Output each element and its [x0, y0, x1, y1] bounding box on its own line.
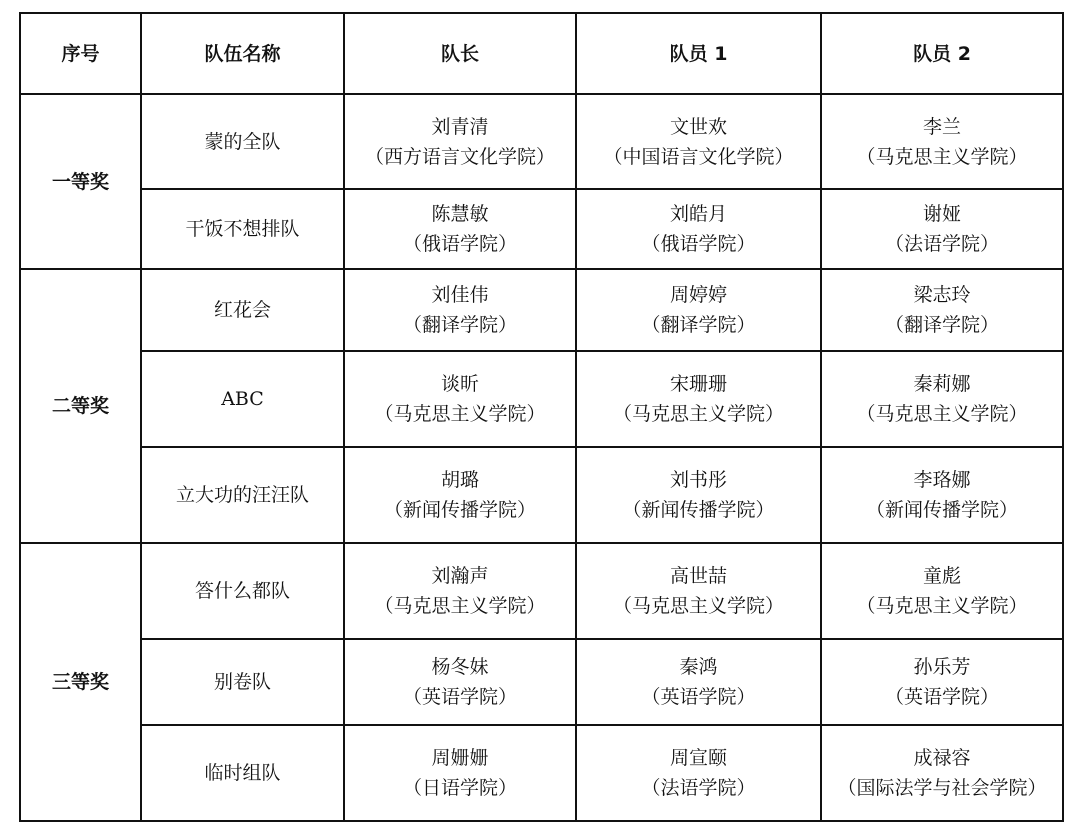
header-member-2: 队员 2 [821, 13, 1063, 94]
member2-name: 成禄容 [913, 747, 971, 769]
team-name-cell: 临时组队 [141, 725, 344, 821]
member2-college: （翻译学院） [884, 314, 999, 336]
captain-name: 刘瀚声 [431, 565, 489, 587]
member2-cell [821, 639, 1063, 725]
captain-college: （马克思主义学院） [374, 595, 546, 617]
member2-cell [821, 447, 1063, 543]
award-level-cell: 三等奖 [20, 543, 141, 821]
member1-name: 宋珊珊 [669, 373, 727, 395]
member1-cell [576, 725, 821, 821]
member1-cell [576, 639, 821, 725]
captain-college: （新闻传播学院） [383, 499, 536, 521]
captain-name: 陈慧敏 [431, 203, 489, 225]
header-member-1: 队员 1 [576, 13, 821, 94]
captain-college: （马克思主义学院） [374, 403, 546, 425]
member2-cell [821, 351, 1063, 447]
table-row [20, 94, 1063, 189]
member2-cell [821, 189, 1063, 269]
header-team-name: 队伍名称 [141, 13, 344, 94]
table-header [20, 13, 1063, 94]
team-name-cell: 红花会 [141, 269, 344, 351]
member1-name: 文世欢 [669, 115, 727, 138]
member1-name: 刘皓月 [669, 203, 727, 225]
member2-college: （马克思主义学院） [856, 145, 1028, 168]
captain-cell [344, 189, 576, 269]
captain-name: 杨冬妹 [431, 656, 489, 678]
team-name-cell: 蒙的全队 [141, 94, 344, 189]
member2-name: 李珞娜 [913, 469, 971, 491]
captain-name: 胡璐 [440, 469, 479, 491]
member1-college: （法语学院） [641, 777, 756, 799]
member1-name: 高世喆 [669, 565, 727, 587]
team-name-cell: 立大功的汪汪队 [141, 447, 344, 543]
member1-college: （新闻传播学院） [622, 499, 775, 521]
captain-name: 周姗姗 [431, 747, 489, 769]
member2-college: （国际法学与社会学院） [837, 777, 1047, 799]
captain-cell [344, 543, 576, 639]
captain-college: （翻译学院） [402, 314, 517, 336]
member1-college: （英语学院） [641, 686, 756, 708]
member2-cell [821, 269, 1063, 351]
member2-cell [821, 543, 1063, 639]
header-captain: 队长 [344, 13, 576, 94]
member1-college: （马克思主义学院） [612, 595, 784, 617]
captain-cell [344, 447, 576, 543]
captain-cell [344, 269, 576, 351]
member2-name: 谢娅 [922, 203, 961, 225]
awards-table [19, 12, 1064, 822]
award-level-cell: 一等奖 [20, 94, 141, 269]
table-body [20, 94, 1063, 821]
team-name-cell: 别卷队 [141, 639, 344, 725]
member1-name: 刘书彤 [669, 469, 727, 491]
team-name-cell: 干饭不想排队 [141, 189, 344, 269]
captain-cell [344, 639, 576, 725]
member1-cell [576, 543, 821, 639]
member1-name: 周婷婷 [669, 284, 727, 306]
member2-college: （马克思主义学院） [856, 403, 1028, 425]
member2-college: （马克思主义学院） [856, 595, 1028, 617]
captain-name: 刘青清 [431, 115, 489, 138]
member1-name: 秦鸿 [679, 656, 718, 678]
member2-college: （英语学院） [884, 686, 999, 708]
header-index: 序号 [20, 13, 141, 94]
table-row [20, 447, 1063, 543]
table-row [20, 725, 1063, 821]
table-row [20, 351, 1063, 447]
member2-cell [821, 94, 1063, 189]
member2-name: 孙乐芳 [913, 656, 971, 678]
team-name-cell: 答什么都队 [141, 543, 344, 639]
captain-college: （日语学院） [402, 777, 517, 799]
member1-college: （中国语言文化学院） [603, 145, 794, 168]
captain-college: （英语学院） [402, 686, 517, 708]
table-row [20, 543, 1063, 639]
member1-name: 周宣颐 [669, 747, 727, 769]
member2-name: 童彪 [922, 565, 961, 587]
member2-name: 梁志玲 [913, 284, 971, 306]
captain-cell [344, 351, 576, 447]
member2-name: 秦莉娜 [913, 373, 971, 395]
member1-college: （俄语学院） [641, 233, 756, 255]
award-level-cell: 二等奖 [20, 269, 141, 543]
member2-college: （法语学院） [884, 233, 999, 255]
header-row [20, 13, 1063, 94]
member2-college: （新闻传播学院） [865, 499, 1018, 521]
captain-cell [344, 725, 576, 821]
member1-cell [576, 351, 821, 447]
member1-college: （翻译学院） [641, 314, 756, 336]
member1-cell [576, 269, 821, 351]
team-name-cell: ABC [141, 351, 344, 447]
table-row [20, 189, 1063, 269]
captain-college: （俄语学院） [402, 233, 517, 255]
captain-cell [344, 94, 576, 189]
table-row [20, 269, 1063, 351]
captain-college: （西方语言文化学院） [364, 145, 555, 168]
captain-name: 刘佳伟 [431, 284, 489, 306]
member1-cell [576, 447, 821, 543]
member1-college: （马克思主义学院） [612, 403, 784, 425]
member2-name: 李兰 [922, 115, 961, 138]
member1-cell [576, 189, 821, 269]
member2-cell [821, 725, 1063, 821]
captain-name: 谈昕 [440, 373, 479, 395]
member1-cell [576, 94, 821, 189]
table-row [20, 639, 1063, 725]
